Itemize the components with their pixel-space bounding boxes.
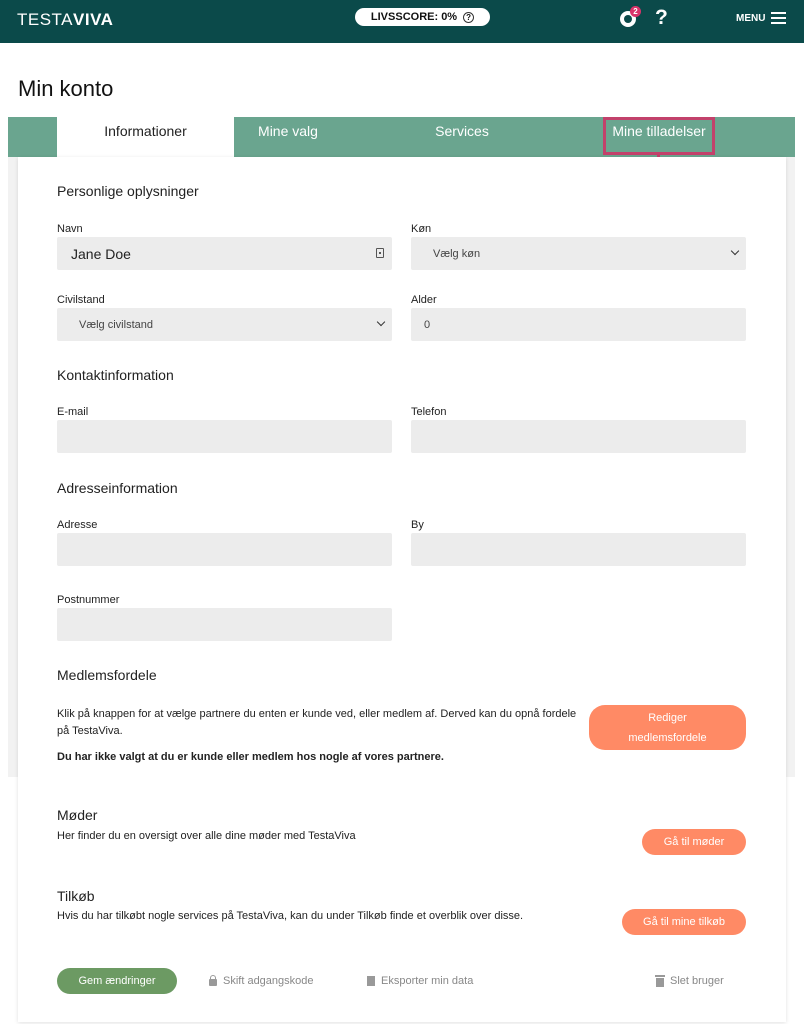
trash-icon — [656, 978, 664, 987]
lock-icon — [209, 979, 217, 986]
menu-button[interactable] — [736, 12, 786, 24]
livsscore-label: LIVSSCORE: 0% — [370, 11, 458, 23]
section-heading-meetings: Møder — [57, 807, 98, 823]
section-heading-address: Adresseinformation — [57, 480, 178, 496]
name-label: Navn — [57, 223, 83, 235]
age-field[interactable] — [411, 308, 746, 341]
livsscore-pill[interactable] — [355, 8, 490, 26]
city-field[interactable] — [411, 533, 746, 566]
zip-field[interactable] — [57, 608, 392, 641]
export-data-link[interactable]: Eksporter min data — [367, 975, 473, 987]
account-card — [18, 157, 786, 1022]
tab-mine-valg[interactable]: Mine valg — [258, 123, 318, 139]
age-label: Alder — [411, 294, 437, 306]
menu-label: MENU — [736, 12, 766, 24]
name-value: Jane Doe — [71, 245, 131, 262]
top-bar — [0, 0, 804, 43]
hamburger-icon — [771, 12, 786, 24]
go-to-meetings-button[interactable]: Gå til møder — [642, 829, 746, 855]
meetings-text: Her finder du en oversigt over alle dine møder med TestaViva — [57, 830, 356, 842]
section-heading-purchases: Tilkøb — [57, 888, 95, 904]
email-field[interactable] — [57, 420, 392, 453]
help-button[interactable]: ? — [655, 6, 668, 29]
tab-mine-tilladelser[interactable]: Mine tilladelser — [612, 123, 706, 139]
city-label: By — [411, 519, 424, 531]
change-password-link[interactable]: Skift adgangskode — [209, 975, 314, 987]
tab-services[interactable]: Services — [435, 123, 489, 139]
file-export-icon — [367, 976, 375, 986]
chevron-down-icon — [377, 318, 385, 326]
age-value: 0 — [424, 318, 431, 331]
name-field[interactable] — [57, 237, 392, 270]
civil-select[interactable] — [57, 308, 392, 341]
section-heading-benefits: Medlemsfordele — [57, 667, 157, 683]
address-field[interactable] — [57, 533, 392, 566]
purchases-text: Hvis du har tilkøbt nogle services på TestaViva, kan du under Tilkøb finde et overblik over disse. — [57, 910, 524, 922]
civil-value: Vælg civilstand — [79, 318, 153, 331]
logo[interactable]: TESTAVIVA — [17, 10, 114, 29]
gender-value: Vælg køn — [433, 247, 481, 260]
highlight-box — [603, 117, 715, 155]
gender-label: Køn — [411, 223, 432, 235]
save-changes-button[interactable]: Gem ændringer — [57, 968, 177, 994]
edit-benefits-button[interactable]: Rediger medlemsfordele — [589, 705, 746, 750]
contact-card-icon — [376, 248, 384, 258]
zip-label: Postnummer — [57, 594, 120, 606]
gender-select[interactable] — [411, 237, 746, 270]
civil-label: Civilstand — [57, 294, 105, 306]
benefits-text: Klik på knappen for at vælge partnere du enten er kunde ved, eller medlem af. Derved kan du opnå fordele på TestaViva. — [57, 708, 577, 737]
page-title: Min konto — [18, 76, 114, 101]
notification-badge: 2 — [630, 6, 641, 17]
benefits-note: Du har ikke valgt at du er kunde eller medlem hos nogle af vores partnere. — [57, 751, 444, 763]
section-heading-personal: Personlige oplysninger — [57, 183, 199, 199]
go-to-purchases-button[interactable]: Gå til mine tilkøb — [622, 909, 746, 935]
phone-field[interactable] — [411, 420, 746, 453]
delete-user-link[interactable]: Slet bruger — [656, 975, 724, 987]
notification-button[interactable] — [620, 9, 638, 27]
address-label: Adresse — [57, 519, 98, 531]
phone-label: Telefon — [411, 406, 447, 418]
section-heading-contact: Kontaktinformation — [57, 367, 174, 383]
chevron-down-icon — [731, 247, 739, 255]
question-circle-icon[interactable]: ? — [463, 12, 474, 23]
tab-informationer[interactable]: Informationer — [57, 106, 234, 157]
email-label: E-mail — [57, 406, 89, 418]
